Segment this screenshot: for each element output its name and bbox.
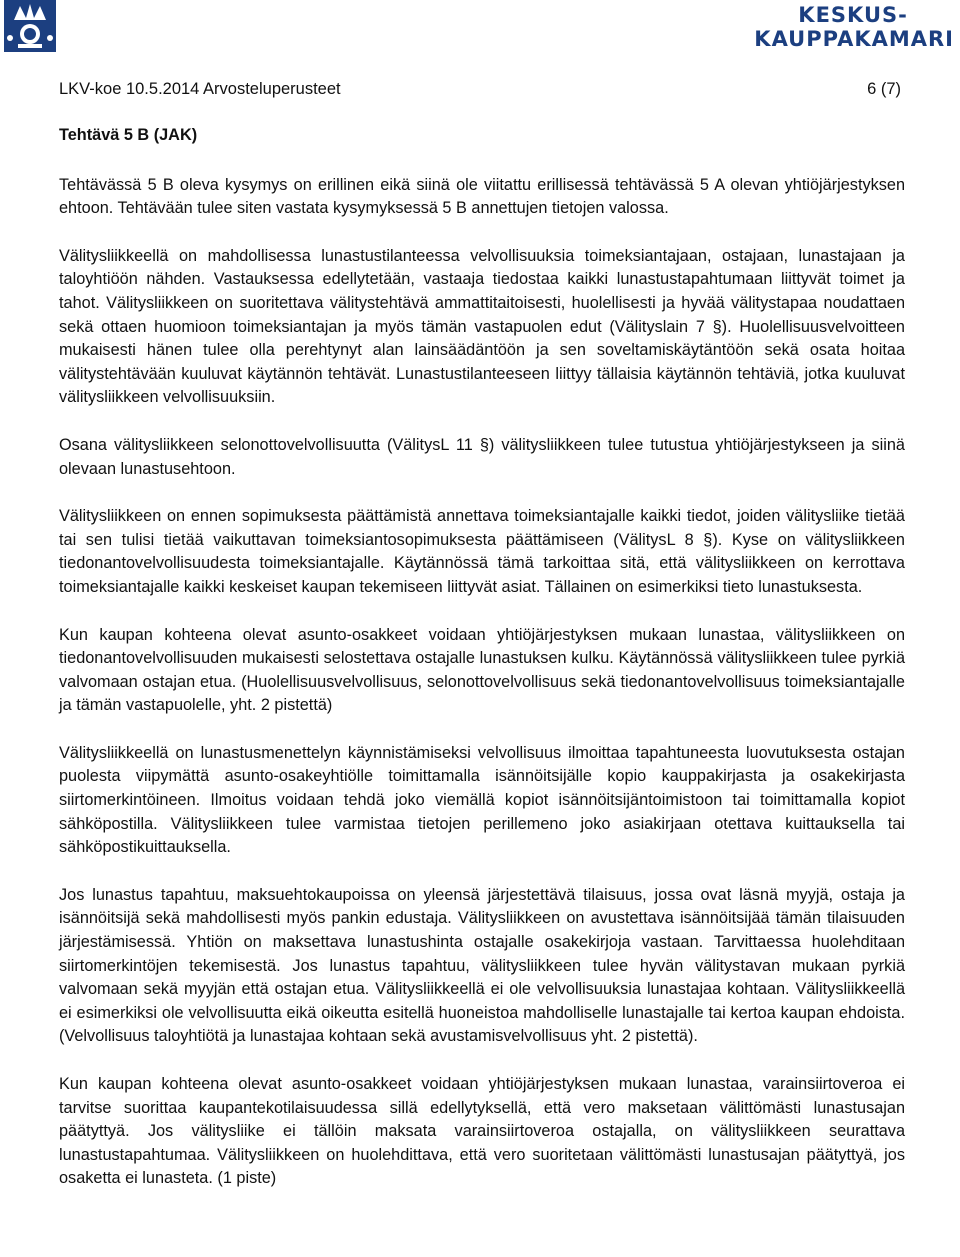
logo-line-1: KESKUS- <box>798 3 908 27</box>
paragraph: Kun kaupan kohteena olevat asunto-osakkeet voidaan yhtiöjärjestyksen mukaan lunastaa, varainsiirtoveroa ei tarvitse suorittaa kaupantekotilaisuudessa sillä edellytyksellä, että vero maksetaan välittömästi lunastusajan päätyttyä. Jos välitysliike ei tällöin maksata varainsiirtoveroa ostajalla, on välitysliikkeen seurattava lunastustapahtumaa. Välitysliikkeen on huolehdittava, että vero suoritetaan välittömästi lunastusajan päätyttyä, jos osaketta ei lunasteta. (1 piste) <box>59 1075 905 1188</box>
paragraph: Osana välitysliikkeen selonottovelvollisuutta (VälitysL 11 §) välitysliikkeen tulee tutustua yhtiöjärjestykseen ja siinä olevaan lunastusehtoon. <box>59 435 905 478</box>
document-title: LKV-koe 10.5.2014 Arvosteluperusteet <box>59 80 341 98</box>
task-heading: Tehtävä 5 B (JAK) <box>59 126 198 144</box>
paragraph: Välitysliikkeellä on lunastusmenettelyn käynnistämiseksi velvollisuus ilmoittaa tapahtuneesta luovutuksesta ostajan puolesta viipymättä asunto-osakeyhtiölle toimittamalla isännöitsijälle kopio kauppakirjasta ja osakekirjasta siirtomerkintöineen. Ilmoitus voidaan tehdä joko viemällä kopiot isännöitsijäntoimistoon tai toimittamalla kopiot sähköpostilla. Välitysliikkeen tulee varmistaa tietojen perillemeno joko asiakirjaan otettava kuittauksella tai sähköpostikuittauksella. <box>59 743 905 857</box>
paragraph: Välitysliikkeen on ennen sopimuksesta päättämistä annettava toimeksiantajalle kaikki tiedot, joiden välitysliike tietää tai sen tulisi tietää vaikuttavan toimeksiantosopimuksesta päättämiseen (VälitysL 8 §). Kyse on välitysliikkeen tiedonantovelvollisuudesta toimeksiantajalle. Käytännössä tämä tarkoittaa sitä, että välitysliikkeen on kerrottava toimeksiantajalle kaikki keskeiset kaupan tekemiseen liittyvät asiat. Tällainen on esimerkiksi tieto lunastuksesta. <box>59 507 905 596</box>
document-body <box>59 124 905 1215</box>
paragraph: Tehtävässä 5 B oleva kysymys on erillinen eikä siinä ole viitattu erillisessä tehtävässä 5 A olevan yhtiöjärjestyksen ehtoon. Tehtävään tulee siten vastata kysymyksessä 5 B annettujen tietojen valossa. <box>59 175 905 218</box>
paragraph: Kun kaupan kohteena olevat asunto-osakkeet voidaan yhtiöjärjestyksen mukaan lunastaa, välitysliikkeen on tiedonantovelvollisuuden mukaisesti selostettava ostajalle lunastuksen kulku. Käytännössä välitysliikkeen tulee pyrkiä valvomaan ostajan etua. (Huolellisuusvelvollisuus, selonottovelvollisuus sekä tiedonantovelvollisuus toimeksiantajalle ja tämän vastapuolelle, yht. 2 pistettä) <box>59 625 905 715</box>
kauppakamari-logo <box>754 3 954 51</box>
page-number: 6 (7) <box>867 80 901 98</box>
logo-line-2: KAUPPAKAMARI <box>754 27 954 51</box>
paragraph: Välitysliikkeellä on mahdollisessa lunastustilanteessa velvollisuuksia toimeksiantajaan, ostajaan, lunastajaan ja taloyhtiöön nähden. Vastauksessa edellytetään, vastaaja tiedostaa kaikki lunastustapahtumaan liittyvät toimet ja tahot. Välitysliikkeen on suoritettava välitystehtävä ammattitaitoisesti, huolellisesti ja hyvää välitystapaa noudattaen sekä ottaen huomioon toimeksiantajan ja myös tämän vastapuolen edut (Välityslain 7 §). Huolellisuusvelvoitteen mukaisesti hänen tulee olla perehtynyt alan lainsäädäntöön ja sen soveltamiskäytäntöön sekä osata hoitaa välitystehtävään kuuluvat käytännön tehtävät. Lunastustilanteeseen liittyy tällaisia käytännön tehtäviä, jotka kuuluvat välitysliikkeen velvollisuuksiin. <box>59 246 905 407</box>
page-header <box>59 80 901 99</box>
paragraph: Jos lunastus tapahtuu, maksuehtokaupoissa on yleensä järjestettävä tilaisuus, jossa ovat läsnä myyjä, ostaja ja isännöitsijä sekä mahdollisesti myös pankin edustaja. Välitysliikkeen on avustettava isännöitsijää tämän tilaisuuden järjestämisessä. Yhtiön on maksettava lunastushinta ostajalle osakekirjoja vastaan. Tarvittaessa huolehditaan siirtomerkintöjen tekemisestä. Jos lunastus tapahtuu, välitysliikkeen tulee hyvän välitystavan mukaan pyrkiä valvomaan sekä myyjän että ostajan etua. Välitysliikkeellä ei ole velvollisuuksia lunastajaa kohtaan. Välitysliikkeellä ei esimerkiksi ole velvollisuutta eikä oikeutta esitellä huoneistoa mahdolliselle lunastajalle tai kertoa kaupan ehdoista. (Velvollisuus taloyhtiötä ja lunastajaa kohtaan sekä avustamisvelvollisuus yht. 2 pistettä). <box>59 885 905 1046</box>
crown-emblem-icon <box>4 0 56 52</box>
